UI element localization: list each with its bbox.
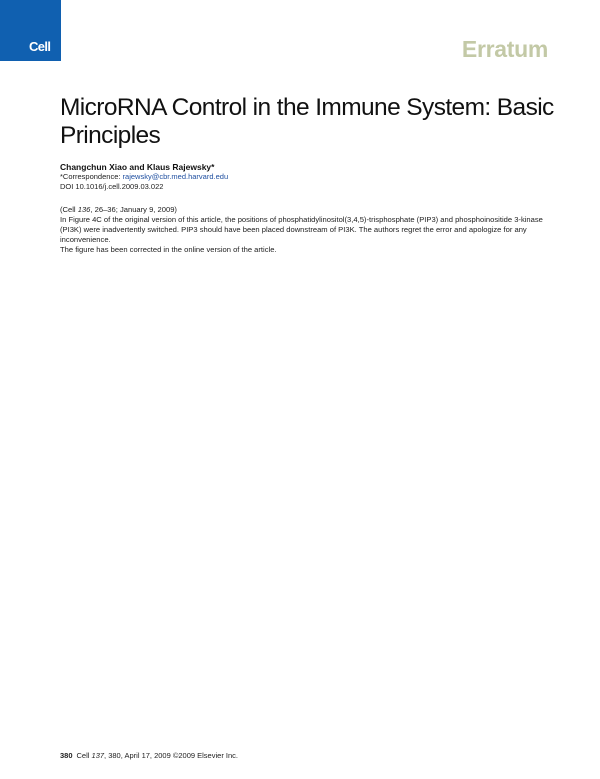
citation-line bbox=[60, 205, 552, 215]
page-footer bbox=[60, 751, 238, 760]
erratum-paragraph: In Figure 4C of the original version of this article, the positions of phosphatidylinositol(3,4,5)-trisphosphate (PIP3) and phosphoinositide 3-kinase (PI3K) were inadvertently switched. PIP3 should have been placed downstream of PI3K. The authors regret the error and apologize for any inconvenience. bbox=[60, 215, 543, 244]
article-title: MicroRNA Control in the Immune System: Basic Principles bbox=[60, 94, 554, 149]
correspondence-email-link[interactable]: rajewsky@cbr.med.harvard.edu bbox=[122, 172, 229, 181]
footer-details: , 380, April 17, 2009 ©2009 Elsevier Inc. bbox=[104, 751, 238, 760]
erratum-paragraph: The figure has been corrected in the online version of the article. bbox=[60, 245, 277, 254]
page-number: 380 bbox=[60, 751, 73, 760]
correspondence-label: *Correspondence: bbox=[60, 172, 123, 181]
journal-logo-text: Cell bbox=[29, 39, 51, 54]
journal-logo-block bbox=[0, 0, 61, 61]
correspondence-line bbox=[60, 172, 228, 181]
section-label: Erratum bbox=[461, 36, 548, 62]
citation-rest: , 26–36; January 9, 2009) bbox=[90, 205, 177, 214]
citation-open: (Cell bbox=[60, 205, 78, 214]
article-doi: DOI 10.1016/j.cell.2009.03.022 bbox=[60, 182, 164, 191]
footer-journal: Cell bbox=[76, 751, 92, 760]
citation-volume: 136 bbox=[77, 205, 91, 214]
article-authors: Changchun Xiao and Klaus Rajewsky* bbox=[60, 162, 215, 172]
footer-volume: 137 bbox=[91, 751, 105, 760]
erratum-body bbox=[60, 205, 552, 255]
